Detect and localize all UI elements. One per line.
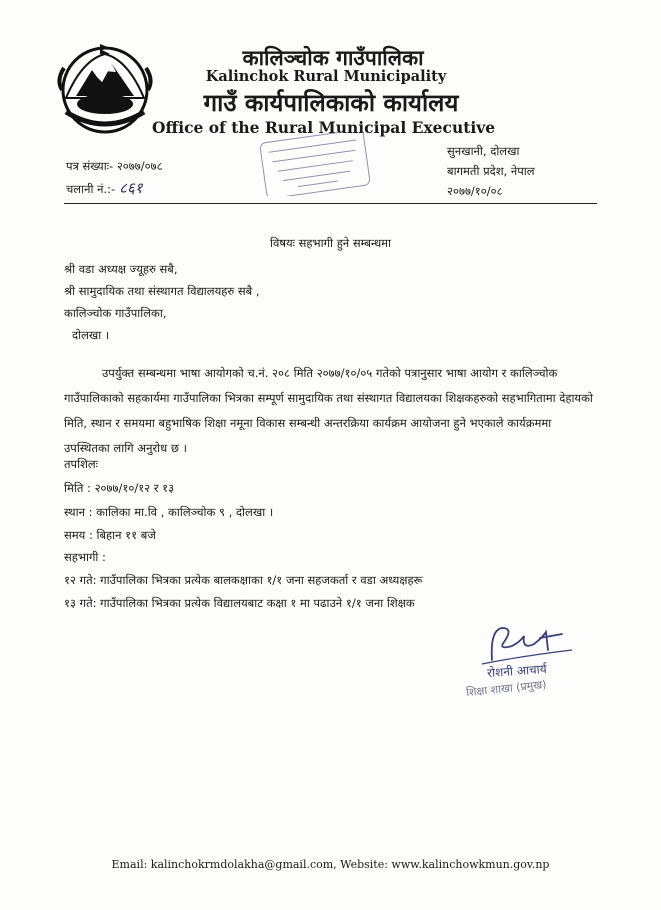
signatory-title: शिक्षा शाखा (प्रमुख) (465, 677, 548, 700)
footer-contact: Email: kalinchokrmdolakha@gmail.com, Website: www.kalinchowkmun.gov.np (111, 858, 550, 871)
letter-number: पत्र संख्याः- २०७७/०७८ (66, 159, 163, 173)
address-line-1: सुनखानी, दोलखा (447, 144, 520, 158)
body-text: उपर्युक्त सम्बन्धमा भाषा आयोगको च.नं. २०८ मिति २०७७/१०/०५ गतेको पत्रानुसार भाषा आयोग र कालिञ्चोक गाउँपालिकाको सहकार्यमा गाउँपालिका भित्रका सम्पूर्ण सामुदायिक तथा संस्थागत विद्यालयका शिक्षकहरुको सहभागितामा देहायको मिति, स्थान र समयमा बहुभाषिक शिक्षा नमूना विकास सम्बन्धी अन्तरक्रिया कार्यक्रम आयोजना हुने भएकाले कार्यक्रममा उपस्थितका लागि अनुरोध छ । (64, 366, 593, 455)
recipient-line: श्री वडा अध्यक्ष ज्यूहरु सबै, (64, 262, 178, 276)
nepal-emblem-logo (52, 40, 158, 136)
participants-heading: सहभागी : (64, 550, 106, 564)
office-name-nepali: गाउँ कार्यपालिकाको कार्यालय (203, 89, 459, 117)
office-name-english: Office of the Rural Municipal Executive (152, 118, 496, 137)
reference-block (66, 155, 163, 200)
letter-date: २०७७/१०/०८ (447, 184, 503, 198)
event-place: स्थान : कालिका मा.वि , कालिञ्चोक ९ , दोलखा । (64, 505, 274, 519)
dispatch-number (66, 177, 163, 200)
recipient-line: श्री सामुदायिक तथा संस्थागत विद्यालयहरु सबै , (64, 284, 260, 298)
municipality-name-english: Kalinchok Rural Municipality (205, 68, 447, 85)
address-line-2: बागमती प्रदेश, नेपाल (447, 164, 535, 178)
recipient-line: कालिञ्चोक गाउँपालिका, (64, 306, 167, 320)
office-stamp (255, 132, 375, 196)
dispatch-number-label: चलानी नं.:- (66, 182, 116, 196)
participant-line: १२ गते: गाउँपालिका भित्रका प्रत्येक बालकक्षाका १/१ जना सहजकर्ता र वडा अध्यक्षहरू (64, 573, 423, 587)
handwritten-signature (462, 620, 582, 666)
participant-line: १३ गते: गाउँपालिका भित्रका प्रत्येक विद्यालयबाट कक्षा १ मा पढाउने १/१ जना शिक्षक (64, 596, 415, 610)
recipient-line: दोलखा । (72, 328, 110, 342)
header-divider (64, 203, 597, 204)
event-date: मिति : २०७७/१०/१२ र १३ (64, 481, 175, 495)
municipality-name-nepali: कालिञ्चोक गाउँपालिका (242, 46, 424, 70)
details-heading: तपशिलः (64, 457, 99, 471)
signatory-name: रोशनी आचार्य (486, 661, 548, 681)
body-paragraph (64, 361, 594, 461)
subject-line: विषयः सहभागी हुने सम्बन्धमा (269, 236, 392, 250)
dispatch-number-value: ८६१ (119, 179, 143, 197)
event-time: समय : बिहान ११ बजे (64, 528, 156, 542)
office-address (447, 141, 535, 201)
